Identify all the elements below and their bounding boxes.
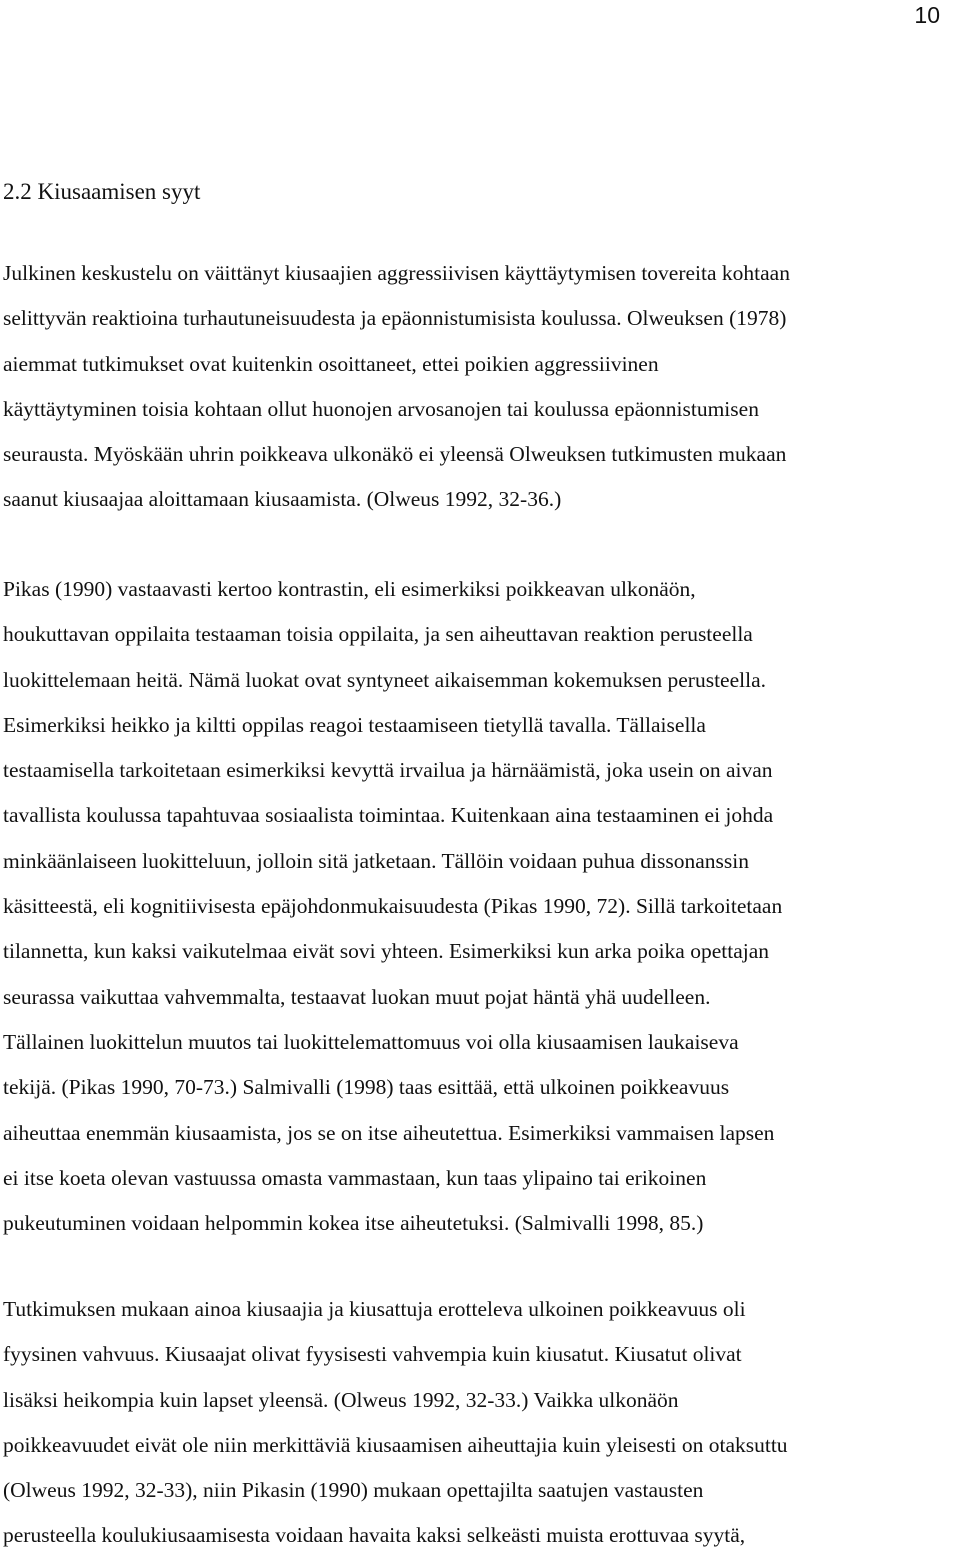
text-line: lisäksi heikompia kuin lapset yleensä. (Olweus 1992, 32-33.) Vaikka ulkonäön	[3, 1387, 679, 1412]
text-line: seurassa vaikuttaa vahvemmalta, testaavat luokan muut pojat häntä yhä uudelleen.	[3, 984, 711, 1009]
text-line: pukeutuminen voidaan helpommin kokea itse aiheutetuksi. (Salmivalli 1998, 85.)	[3, 1211, 704, 1236]
text-line: tavallista koulussa tapahtuvaa sosiaalista toimintaa. Kuitenkaan aina testaaminen ei johda	[3, 803, 774, 828]
text-line: Tällainen luokittelun muutos tai luokittelemattomuus voi olla kiusaamisen laukaiseva	[3, 1029, 739, 1054]
text-line: luokittelemaan heitä. Nämä luokat ovat syntyneet aikaisemman kokemuksen perusteella.	[3, 667, 767, 692]
text-line: selittyvän reaktioina turhautuneisuudesta ja epäonnistumisista koulussa. Olweuksen (1978)	[3, 306, 787, 331]
text-line: tilannetta, kun kaksi vaikutelmaa eivät sovi yhteen. Esimerkiksi kun arka poika opettajan	[3, 939, 770, 964]
text-line: perusteella koulukiusaamisesta voidaan havaita kaksi selkeästi muista erottuvaa syytä,	[3, 1523, 746, 1548]
paragraph	[3, 1287, 958, 1559]
text-line: testaamisella tarkoitetaan esimerkiksi kevyttä irvailua ja härnäämistä, joka usein on aivan	[3, 758, 773, 783]
paragraph	[3, 567, 958, 1246]
text-line: fyysinen vahvuus. Kiusaajat olivat fyysisesti vahvempia kuin kiusatut. Kiusatut olivat	[3, 1342, 742, 1367]
text-line: poikkeavuudet eivät ole niin merkittäviä kiusaamisen aiheuttajia kuin yleisesti on otaksuttu	[3, 1432, 788, 1457]
text-line: saanut kiusaajaa aloittamaan kiusaamista. (Olweus 1992, 32-36.)	[3, 487, 562, 512]
text-line: Pikas (1990) vastaavasti kertoo kontrastin, eli esimerkiksi poikkeavan ulkonäön,	[3, 577, 696, 601]
text-line: (Olweus 1992, 32-33), niin Pikasin (1990) mukaan opettajilta saatujen vastausten	[3, 1478, 704, 1503]
text-line: Tutkimuksen mukaan ainoa kiusaajia ja kiusattuja erotteleva ulkoinen poikkeavuus oli	[3, 1297, 746, 1321]
text-line: Esimerkiksi heikko ja kiltti oppilas reagoi testaamiseen tietyllä tavalla. Tällaisella	[3, 712, 706, 737]
text-line: käyttäytyminen toisia kohtaan ollut huonojen arvosanojen tai koulussa epäonnistumisen	[3, 396, 759, 421]
text-line: houkuttavan oppilaita testaaman toisia oppilaita, ja sen aiheuttavan reaktion perusteella	[3, 622, 753, 647]
text-line: seurausta. Myöskään uhrin poikkeava ulkonäkö ei yleensä Olweuksen tutkimusten mukaan	[3, 442, 787, 467]
text-line: tekijä. (Pikas 1990, 70-73.) Salmivalli (1998) taas esittää, että ulkoinen poikkeavuus	[3, 1075, 730, 1100]
text-line: Julkinen keskustelu on väittänyt kiusaajien aggressiivisen käyttäytymisen tovereita kohtaan	[3, 261, 790, 285]
page-number: 10	[914, 2, 940, 28]
paragraph	[3, 251, 958, 523]
text-line: aiheuttaa enemmän kiusaamista, jos se on itse aiheutettua. Esimerkiksi vammaisen lapsen	[3, 1120, 775, 1145]
section-heading: 2.2 Kiusaamisen syyt	[3, 179, 201, 204]
text-line: käsitteestä, eli kognitiivisesta epäjohdonmukaisuudesta (Pikas 1990, 72). Sillä tarkoitetaan	[3, 894, 783, 919]
text-line: minkäänlaiseen luokitteluun, jolloin sitä jatketaan. Tällöin voidaan puhua dissonanssin	[3, 848, 749, 873]
text-line: ei itse koeta olevan vastuussa omasta vammastaan, kun taas ylipaino tai erikoinen	[3, 1165, 707, 1190]
text-line: aiemmat tutkimukset ovat kuitenkin osoittaneet, ettei poikien aggressiivinen	[3, 351, 659, 376]
